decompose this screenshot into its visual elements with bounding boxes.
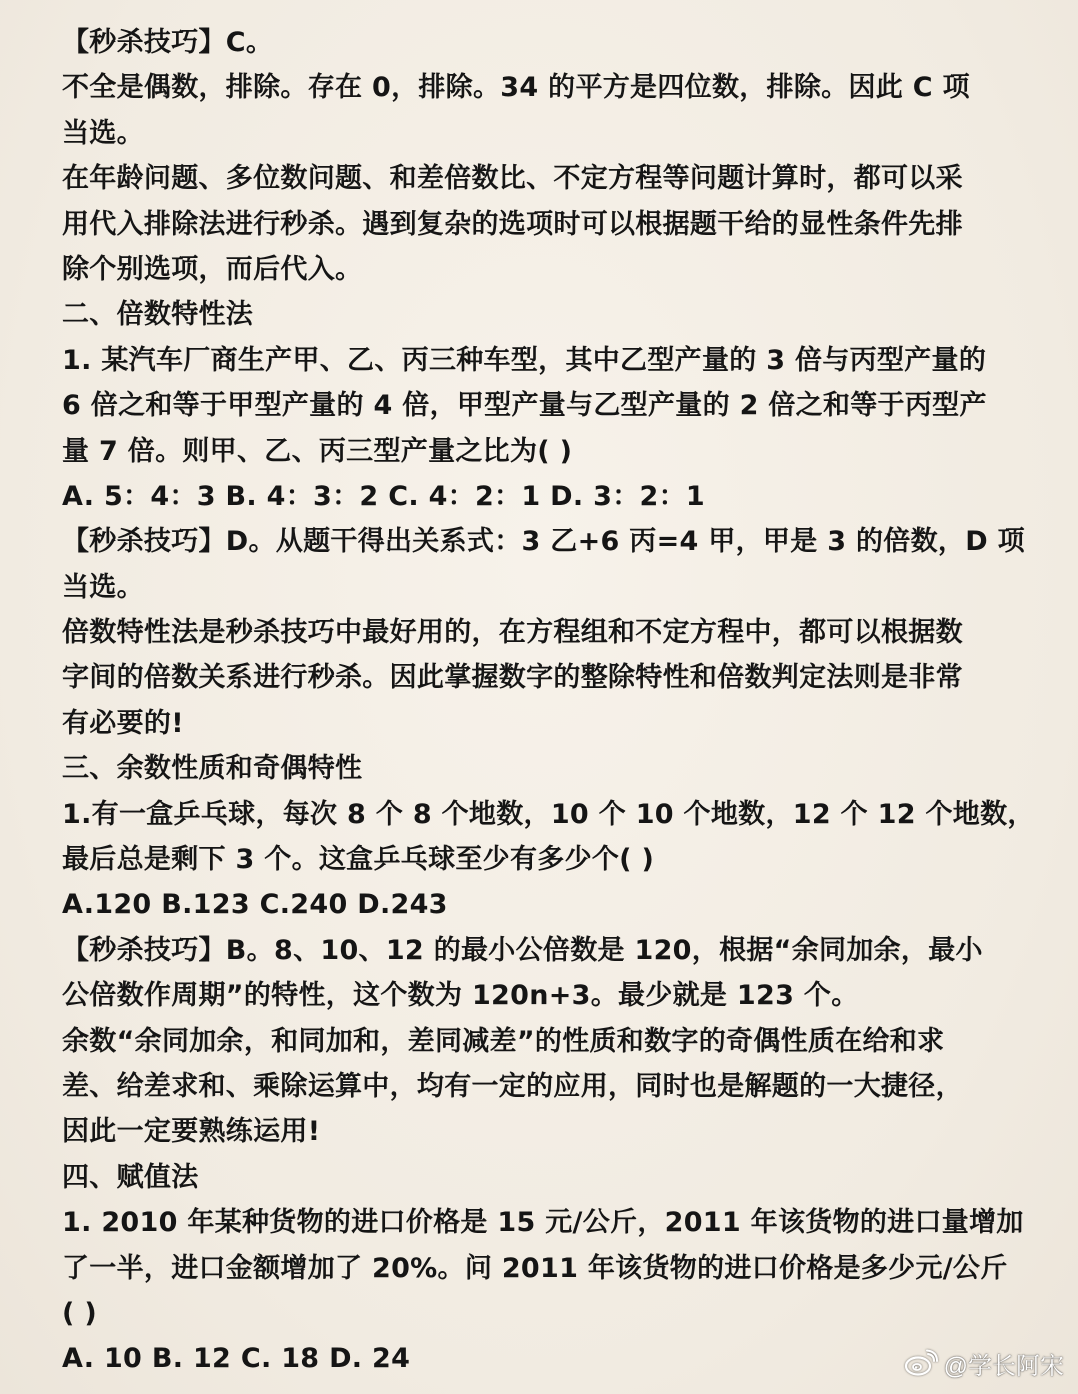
section-heading: 四、赋值法	[62, 1161, 199, 1193]
section-heading: 二、倍数特性法	[62, 299, 254, 331]
text-line: 字间的倍数关系进行秒杀。因此掌握数字的整除特性和倍数判定法则是非常	[62, 662, 963, 694]
text-line: 差、给差求和、乘除运算中，均有一定的应用，同时也是解题的一大捷径，	[62, 1070, 963, 1102]
text-line: ( )	[62, 1297, 97, 1329]
weibo-icon	[904, 1349, 938, 1377]
answer-options: A. 5：4：3 B. 4：3：2 C. 4：2：1 D. 3：2：1	[62, 480, 705, 512]
weibo-watermark	[904, 1346, 1064, 1380]
text-line: 1.有一盒乒乓球，每次 8 个 8 个地数，10 个 10 个地数，12 个 12 个地数，	[62, 798, 1035, 830]
text-line: 1. 某汽车厂商生产甲、乙、丙三种车型，其中乙型产量的 3 倍与丙型产量的	[62, 344, 987, 376]
text-line: 了一半，进口金额增加了 20%。问 2011 年该货物的进口价格是多少元/公斤	[62, 1252, 1008, 1284]
text-line: 6 倍之和等于甲型产量的 4 倍，甲型产量与乙型产量的 2 倍之和等于丙型产	[62, 390, 987, 422]
text-line: 在年龄问题、多位数问题、和差倍数比、不定方程等问题计算时，都可以采	[62, 163, 963, 195]
text-line: 因此一定要熟练运用!	[62, 1116, 321, 1148]
text-line: 公倍数作周期”的特性，这个数为 120n+3。最少就是 123 个。	[62, 980, 859, 1012]
text-line: 【秒杀技巧】B。8、10、12 的最小公倍数是 120，根据“余同加余，最小	[62, 934, 983, 966]
answer-options: A.120 B.123 C.240 D.243	[62, 889, 448, 921]
text-line: 不全是偶数，排除。存在 0，排除。34 的平方是四位数，排除。因此 C 项	[62, 72, 970, 104]
text-line: 用代入排除法进行秒杀。遇到复杂的选项时可以根据题干给的显性条件先排	[62, 208, 963, 240]
watermark-text: @学长阿宋	[943, 1352, 1064, 1380]
text-line: 当选。	[62, 571, 144, 603]
text-line: 最后总是剩下 3 个。这盒乒乓球至少有多少个( )	[62, 844, 655, 876]
section-heading: 三、余数性质和奇偶特性	[62, 753, 363, 785]
text-line: 当选。	[62, 117, 144, 149]
text-line: 除个别选项，而后代入。	[62, 253, 363, 285]
answer-options: A. 10 B. 12 C. 18 D. 24	[62, 1343, 411, 1375]
text-line: 量 7 倍。则甲、乙、丙三型产量之比为( )	[62, 435, 573, 467]
document-body	[62, 20, 1035, 1382]
text-line: 有必要的!	[62, 707, 184, 739]
text-line: 【秒杀技巧】D。从题干得出关系式：3 乙+6 丙=4 甲，甲是 3 的倍数，D 项	[62, 526, 1025, 558]
text-line: 1. 2010 年某种货物的进口价格是 15 元/公斤，2011 年该货物的进口量增加	[62, 1207, 1024, 1239]
text-line: 【秒杀技巧】C。	[62, 27, 274, 58]
text-line: 余数“余同加余，和同加和，差同减差”的性质和数字的奇偶性质在给和求	[62, 1025, 945, 1057]
text-line: 倍数特性法是秒杀技巧中最好用的，在方程组和不定方程中，都可以根据数	[62, 617, 963, 649]
